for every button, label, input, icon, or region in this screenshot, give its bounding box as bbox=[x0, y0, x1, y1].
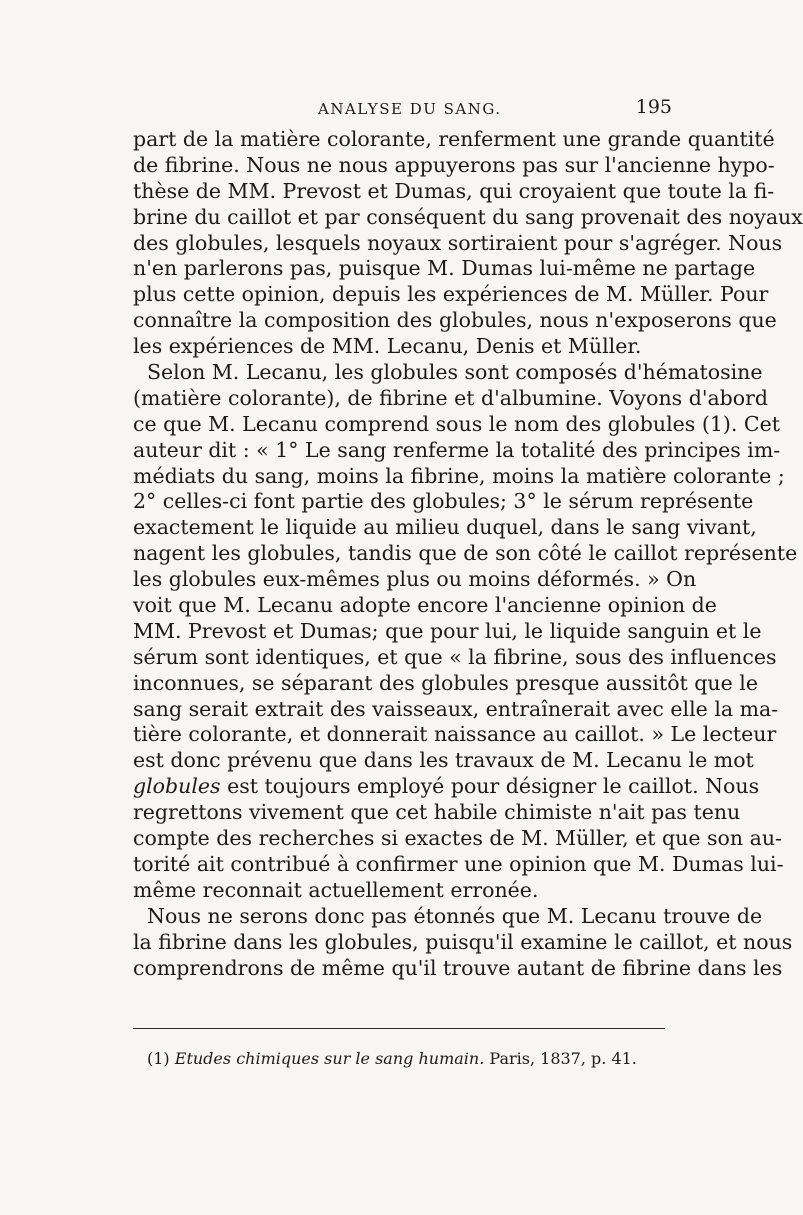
text-line: la fibrine dans les globules, puisqu'il examine le caillot, et nous bbox=[133, 929, 793, 954]
text-line: même reconnait actuellement erronée. bbox=[133, 877, 539, 902]
text-line: plus cette opinion, depuis les expériences de M. Müller. Pour bbox=[133, 282, 769, 307]
text-line: (matière colorante), de fibrine et d'albumine. Voyons d'abord bbox=[133, 385, 769, 410]
text-line: 2° celles-ci font partie des globules; 3° le sérum représente bbox=[133, 489, 754, 514]
text-line: les expériences de MM. Lecanu, Denis et Müller. bbox=[133, 334, 642, 359]
text-line: auteur dit : « 1° Le sang renferme la totalité des principes im- bbox=[133, 437, 781, 462]
text-line: médiats du sang, moins la fibrine, moins la matière colorante ; bbox=[133, 463, 785, 488]
page-number: 195 bbox=[635, 96, 672, 118]
text-line: exactement le liquide au milieu duquel, dans le sang vivant, bbox=[133, 515, 757, 540]
text-line: globules est toujours employé pour désigner le caillot. Nous bbox=[133, 774, 760, 799]
text-line: les globules eux-mêmes plus ou moins déformés. » On bbox=[133, 567, 697, 592]
text-line: connaître la composition des globules, nous n'exposerons que bbox=[133, 308, 777, 333]
text-line: part de la matière colorante, renferment une grande quantité bbox=[133, 127, 775, 151]
text-line: Nous ne serons donc pas étonnés que M. Lecanu trouve de bbox=[147, 903, 763, 928]
text-line: ce que M. Lecanu comprend sous le nom des globules (1). Cet bbox=[133, 411, 780, 436]
text-line: thèse de MM. Prevost et Dumas, qui croyaient que toute la fi- bbox=[133, 178, 775, 203]
footnote bbox=[147, 1049, 637, 1068]
text-line: voit que M. Lecanu adopte encore l'ancienne opinion de bbox=[133, 593, 717, 618]
text-line: Selon M. Lecanu, les globules sont composés d'hématosine bbox=[147, 360, 763, 385]
text-line: compte des recherches si exactes de M. Müller, et que son au- bbox=[133, 826, 782, 851]
footnote-citation: Paris, 1837, p. 41. bbox=[489, 1049, 637, 1068]
text-line: tière colorante, et donnerait naissance au caillot. » Le lecteur bbox=[133, 722, 777, 747]
text-line: est donc prévenu que dans les travaux de M. Lecanu le mot bbox=[133, 748, 754, 773]
footnote-title: Etudes chimiques sur le sang humain. bbox=[174, 1049, 485, 1068]
text-line: brine du caillot et par conséquent du sang provenait des noyaux bbox=[133, 204, 803, 229]
footnote-rule bbox=[133, 1028, 665, 1029]
text-line: de fibrine. Nous ne nous appuyerons pas sur l'ancienne hypo- bbox=[133, 152, 775, 177]
text-line: regrettons vivement que cet habile chimiste n'ait pas tenu bbox=[133, 800, 741, 825]
footnote-marker: (1) bbox=[147, 1049, 170, 1068]
text-line: MM. Prevost et Dumas; que pour lui, le liquide sanguin et le bbox=[133, 618, 762, 643]
running-head bbox=[133, 96, 676, 120]
running-title: ANALYSE DU SANG. bbox=[318, 100, 502, 118]
text-line: nagent les globules, tandis que de son côté le caillot représente bbox=[133, 541, 798, 566]
text-line: comprendrons de même qu'il trouve autant de fibrine dans les bbox=[133, 955, 783, 980]
text-line: des globules, lesquels noyaux sortiraient pour s'agréger. Nous bbox=[133, 230, 783, 255]
body-text bbox=[133, 127, 803, 981]
text-line: sang serait extrait des vaisseaux, entraînerait avec elle la ma- bbox=[133, 696, 779, 721]
text-line: inconnues, se séparant des globules presque aussitôt que le bbox=[133, 670, 758, 695]
text-line: torité ait contribué à confirmer une opinion que M. Dumas lui- bbox=[133, 851, 784, 876]
text-line: sérum sont identiques, et que « la fibrine, sous des influences bbox=[133, 644, 777, 669]
text-line: n'en parlerons pas, puisque M. Dumas lui-même ne partage bbox=[133, 256, 756, 281]
